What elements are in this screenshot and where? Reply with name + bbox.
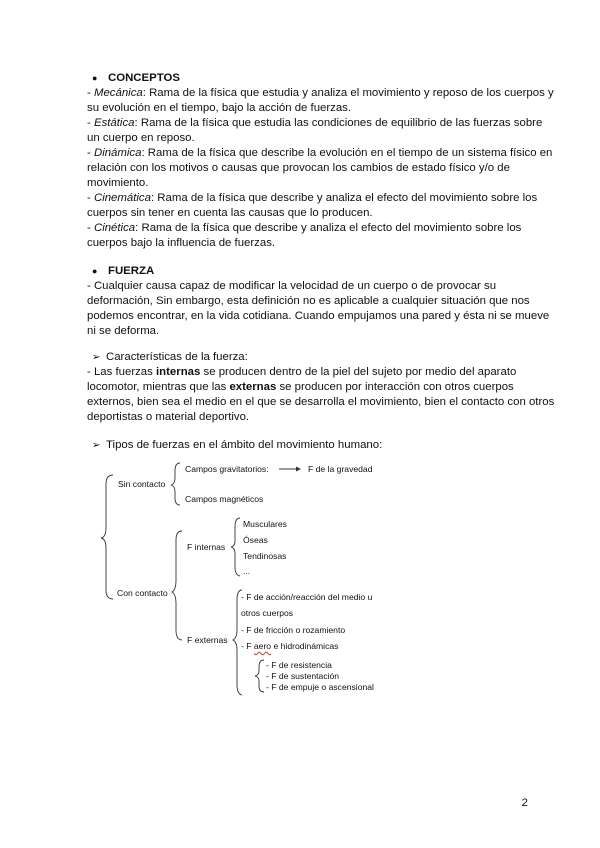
- aero-brace: [255, 660, 264, 692]
- conceptos-list: [87, 86, 554, 251]
- text-run: e hidrodinámicas: [271, 641, 339, 651]
- caracteristicas-heading: [92, 350, 248, 365]
- main-brace: [101, 475, 113, 599]
- concept-text: Rama de la física que estudia y analiza el movimiento y reposo de los cuerpos y: [149, 87, 554, 99]
- term-internas: internas: [156, 366, 201, 378]
- gravity-arrow-head: [296, 467, 301, 472]
- concept-cinetica-line-1: - Cinética: Rama de la física que describe y analiza el efecto del movimiento sobre los: [87, 222, 522, 234]
- concept-dinamica-line-1: - Dinámica: Rama de la física que describe la evolución en el tiempo de un sistema físico en: [87, 147, 553, 159]
- bullet-icon: ●: [92, 73, 98, 83]
- text-run: - Las fuerzas: [87, 366, 157, 378]
- label-oseas: Óseas: [243, 535, 268, 545]
- label-f-gravedad: F de la gravedad: [308, 464, 373, 474]
- caracteristicas-line-4: deportistas o material deportivo.: [87, 411, 250, 423]
- label-f-resistencia: - F de resistencia: [266, 660, 332, 670]
- label-otros-cuerpos: otros cuerpos: [241, 608, 294, 618]
- page-number: 2: [521, 797, 528, 809]
- concept-term: Cinética: [93, 222, 136, 234]
- caracteristicas-line-1: [87, 365, 532, 380]
- label-sin-contacto: Sin contacto: [118, 479, 166, 489]
- concept-text: Rama de la física que describe y analiza el efecto del movimiento sobre los: [141, 222, 522, 234]
- text-run: se producen dentro de la piel del sujeto por medio del aparato: [200, 366, 517, 378]
- concept-dinamica-line-3: movimiento.: [87, 177, 149, 189]
- caracteristicas-line-3: externos, bien sea el medio en el que se desarrolla el movimiento, bien el contacto con otros: [87, 396, 555, 408]
- caracteristicas-title: Características de la fuerza:: [106, 351, 248, 363]
- label-tendinosas: Tendinosas: [243, 551, 287, 561]
- con-contacto-brace: [172, 531, 182, 640]
- concept-term: Dinámica: [93, 147, 142, 159]
- fuerza-line-4: ni se deforma.: [87, 325, 160, 337]
- fuerza-heading: [92, 264, 154, 279]
- fuerza-line-2: deformación, Sin embargo, esta definición no es aplicable a cualquier situación que nos: [87, 295, 530, 307]
- fuerza-line-1: - Cualquier causa capaz de modificar la velocidad de un cuerpo o de provocar su: [87, 280, 497, 292]
- caracteristicas-paragraph: [87, 365, 555, 425]
- concept-mecanica-line-2: su evolución en el tiempo, bajo la acción de fuerzas.: [87, 102, 352, 114]
- label-ellipsis: ...: [243, 566, 251, 576]
- tipos-heading: [92, 438, 382, 453]
- concept-dinamica-line-2: relación con los motivos o causas que provocan los cambios de estado físico y/o de: [87, 162, 510, 174]
- label-con-contacto: Con contacto: [117, 588, 168, 598]
- concept-text: Rama de la física que estudia las condiciones de equilibrio de las fuerzas sobre: [140, 117, 543, 129]
- sin-contacto-brace: [171, 463, 180, 505]
- label-f-sustentacion: - F de sustentación: [266, 671, 340, 681]
- concept-cinetica-line-2: cuerpos bajo la influencia de fuerzas.: [87, 237, 276, 249]
- concept-term: Estática: [93, 117, 135, 129]
- bullet-icon: ●: [92, 266, 98, 276]
- term-aero: aero: [253, 641, 272, 651]
- concept-cinematica-line-2: cuerpos sin tener en cuenta las causas que lo producen.: [87, 207, 373, 219]
- label-f-empuje: - F de empuje o ascensional: [266, 682, 374, 692]
- text-run: locomotor, mientras que las: [87, 381, 230, 393]
- text-run: se producen por interacción con otros cuerpos: [276, 381, 514, 393]
- label-f-accion-reaccion: - F de acción/reacción del medio u: [241, 592, 373, 602]
- concept-text: Rama de la física que describe y analiza el efecto del movimiento sobre los: [157, 192, 538, 204]
- fuerza-title: FUERZA: [108, 265, 155, 277]
- term-externas: externas: [229, 381, 277, 393]
- label-f-externas: F externas: [187, 635, 228, 645]
- label-f-friccion: - F de fricción o rozamiento: [241, 625, 346, 635]
- tipos-title: Tipos de fuerzas en el ámbito del movimiento humano:: [106, 439, 383, 451]
- fuerza-line-3: podemos encontrar, en la vida cotidiana. Cuando empujamos una pared y ésta ni se mueve: [87, 310, 550, 322]
- concept-cinematica-line-1: - Cinemática: Rama de la física que describe y analiza el efecto del movimiento sobre los: [87, 192, 538, 204]
- concept-text: Rama de la física que describe la evolución en el tiempo de un sistema físico en: [147, 147, 553, 159]
- concept-term: Mecánica: [93, 87, 143, 99]
- label-campos-magneticos: Campos magnéticos: [185, 494, 264, 504]
- label-campos-gravitatorios: Campos gravitatorios:: [185, 464, 269, 474]
- concept-term: Cinemática: [93, 192, 151, 204]
- arrow-bullet-icon: ➢: [92, 440, 101, 451]
- label-musculares: Musculares: [243, 519, 287, 529]
- label-f-internas: F internas: [187, 542, 226, 552]
- text-run: - F: [241, 641, 254, 651]
- concept-estatica-line-2: un cuerpo en reposo.: [87, 132, 195, 144]
- f-internas-brace: [231, 518, 240, 576]
- caracteristicas-line-2: [87, 380, 532, 395]
- conceptos-heading: [92, 71, 180, 86]
- concept-mecanica-line-1: - Mecánica: Rama de la física que estudia y analiza el movimiento y reposo de los cuerpos y: [87, 87, 554, 99]
- label-f-aero: [241, 641, 338, 652]
- fuerza-paragraph: [87, 279, 550, 339]
- conceptos-title: CONCEPTOS: [108, 72, 180, 84]
- arrow-bullet-icon: ➢: [92, 352, 101, 363]
- concept-estatica-line-1: - Estática: Rama de la física que estudia las condiciones de equilibrio de las fuerzas sobre: [87, 117, 543, 129]
